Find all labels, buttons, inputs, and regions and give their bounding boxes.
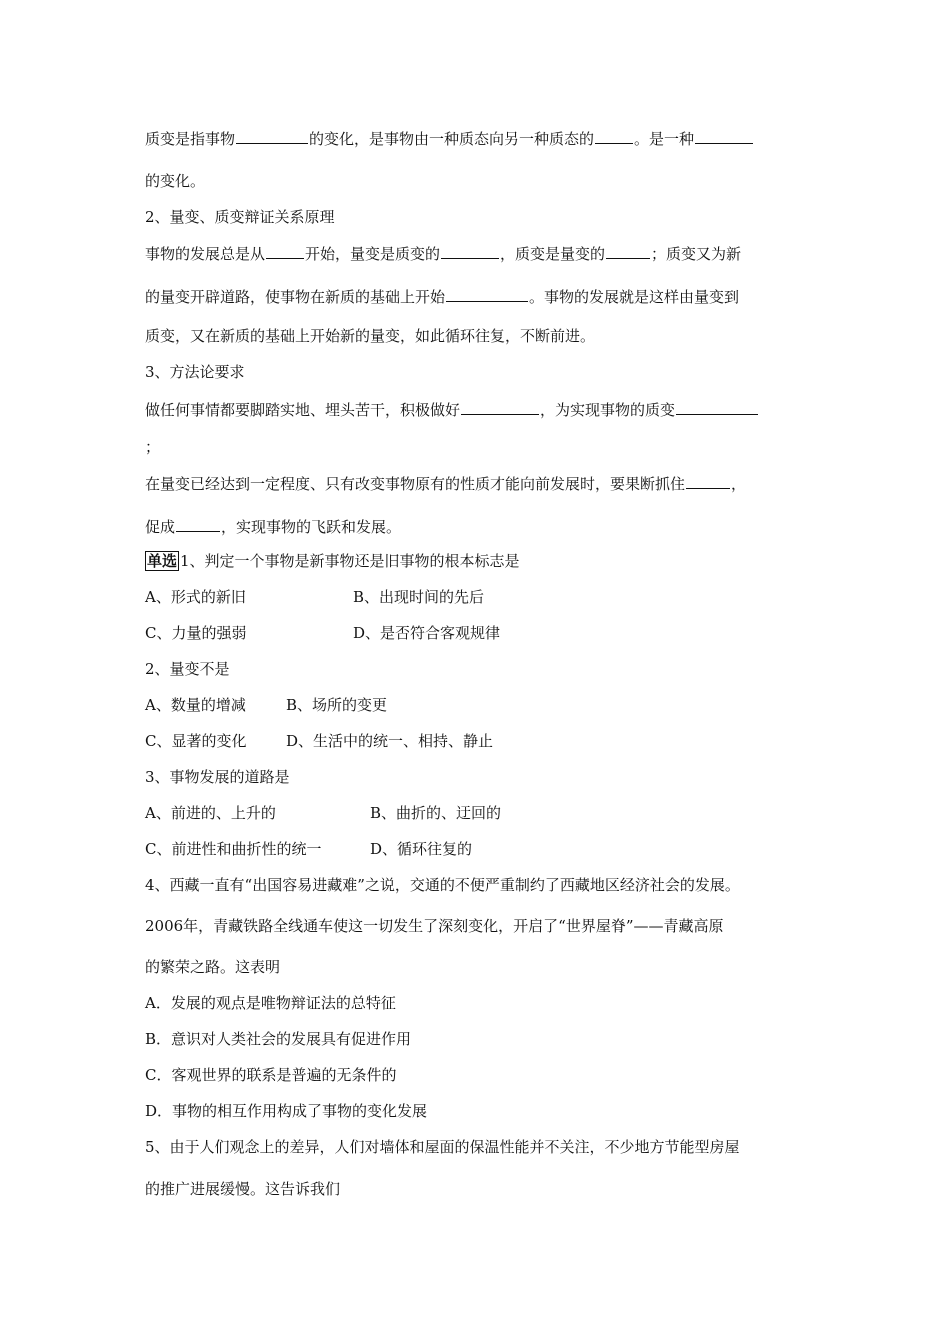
option-d[interactable]: D、是否符合客观规律 — [353, 624, 501, 642]
option-c[interactable]: C、显著的变化 — [145, 732, 247, 750]
text: 促成 — [145, 518, 176, 536]
question-5-stem-line-2 — [145, 1178, 340, 1200]
answer-blank[interactable] — [441, 242, 499, 259]
fill-line-3 — [145, 242, 741, 264]
question-5-stem-line-1 — [145, 1136, 740, 1158]
text: 的繁荣之路。这表明 — [145, 958, 281, 976]
text: 3、事物发展的道路是 — [145, 768, 290, 786]
option-b[interactable]: B、场所的变更 — [286, 696, 388, 714]
answer-blank[interactable] — [595, 127, 633, 144]
text: 4、西藏一直有“出国容易进藏难”之说，交通的不便严重制约了西藏地区经济社会的发展。 — [145, 876, 740, 894]
text: 开始，量变是质变的 — [305, 245, 441, 263]
section-heading-2 — [145, 206, 335, 228]
option-d[interactable]: D、生活中的统一、相持、静止 — [286, 732, 494, 750]
text: 5、由于人们观念上的差异，人们对墙体和屋面的保温性能并不关注，不少地方节能型房屋 — [145, 1138, 740, 1156]
answer-blank[interactable] — [266, 242, 304, 259]
fill-line-1 — [145, 127, 754, 149]
option-b[interactable]: B、出现时间的先后 — [353, 588, 485, 606]
section-heading-3 — [145, 361, 245, 383]
answer-blank[interactable] — [606, 242, 650, 259]
option-a[interactable]: A、数量的增减 — [145, 696, 246, 714]
text: 3、方法论要求 — [145, 363, 245, 381]
text: 的量变开辟道路，使事物在新质的基础上开始 — [145, 288, 446, 306]
question-1-options-ab — [145, 586, 484, 608]
fill-line-6 — [145, 398, 759, 420]
text: ，实现事物的飞跃和发展。 — [221, 518, 402, 536]
text: 做任何事情都要脚踏实地、埋头苦干，积极做好 — [145, 401, 461, 419]
option-d[interactable]: D、循环往复的 — [370, 840, 473, 858]
question-4-stem-line-2 — [145, 915, 724, 937]
question-4-option-c[interactable] — [145, 1064, 396, 1086]
fill-line-4 — [145, 285, 739, 307]
text: B．意识对人类社会的发展具有促进作用 — [145, 1030, 412, 1048]
text: 事物的发展总是从 — [145, 245, 266, 263]
text: 在量变已经达到一定程度、只有改变事物原有的性质才能向前发展时，要果断抓住 — [145, 475, 686, 493]
fill-line-9 — [145, 515, 401, 537]
question-1-stem — [145, 550, 520, 572]
question-4-stem-line-1 — [145, 874, 740, 896]
text: D．事物的相互作用构成了事物的变化发展 — [145, 1102, 428, 1120]
answer-blank[interactable] — [176, 515, 220, 532]
text: ，质变是量变的 — [500, 245, 606, 263]
option-a[interactable]: A、前进的、上升的 — [145, 804, 276, 822]
text: 质变是指事物 — [145, 130, 236, 148]
answer-blank[interactable] — [446, 285, 528, 302]
question-3-stem — [145, 766, 290, 788]
question-2-options-ab — [145, 694, 387, 716]
question-4-option-d[interactable] — [145, 1100, 427, 1122]
option-c[interactable]: C、力量的强弱 — [145, 624, 247, 642]
option-b[interactable]: B、曲折的、迂回的 — [370, 804, 502, 822]
question-2-options-cd — [145, 730, 493, 752]
text: 。是一种 — [634, 130, 695, 148]
text: 2、量变不是 — [145, 660, 230, 678]
fill-line-2 — [145, 170, 205, 192]
text: ， — [731, 475, 747, 493]
question-2-stem — [145, 658, 230, 680]
text: 1、判定一个事物是新事物还是旧事物的根本标志是 — [180, 552, 520, 570]
text: ；质变又为新 — [651, 245, 742, 263]
option-a[interactable]: A、形式的新旧 — [145, 588, 246, 606]
text: 的推广进展缓慢。这告诉我们 — [145, 1180, 341, 1198]
question-4-stem-line-3 — [145, 956, 280, 978]
text: ； — [145, 438, 161, 456]
fill-line-7 — [145, 436, 160, 458]
text: 质变，又在新质的基础上开始新的量变，如此循环往复，不断前进。 — [145, 327, 596, 345]
text: 2、量变、质变辩证关系原理 — [145, 208, 335, 226]
fill-line-8 — [145, 472, 746, 494]
answer-blank[interactable] — [686, 472, 730, 489]
question-3-options-ab — [145, 802, 501, 824]
text: 的变化，是事物由一种质态向另一种质态的 — [309, 130, 595, 148]
answer-blank[interactable] — [461, 398, 539, 415]
answer-blank[interactable] — [236, 127, 308, 144]
option-c[interactable]: C、前进性和曲折性的统一 — [145, 840, 322, 858]
text: C．客观世界的联系是普遍的无条件的 — [145, 1066, 397, 1084]
text: ，为实现事物的质变 — [540, 401, 676, 419]
question-type-tag: 单选 — [147, 552, 178, 570]
question-3-options-cd — [145, 838, 472, 860]
fill-line-5 — [145, 325, 595, 347]
text: A．发展的观点是唯物辩证法的总特征 — [145, 994, 396, 1012]
text: 的变化。 — [145, 172, 206, 190]
answer-blank[interactable] — [676, 398, 758, 415]
question-4-option-a[interactable] — [145, 992, 396, 1014]
question-1-options-cd — [145, 622, 500, 644]
question-4-option-b[interactable] — [145, 1028, 411, 1050]
text: 。事物的发展就是这样由量变到 — [529, 288, 740, 306]
answer-blank[interactable] — [695, 127, 753, 144]
text: 2006年，青藏铁路全线通车使这一切发生了深刻变化，开启了“世界屋脊”——青藏高原 — [145, 917, 724, 935]
